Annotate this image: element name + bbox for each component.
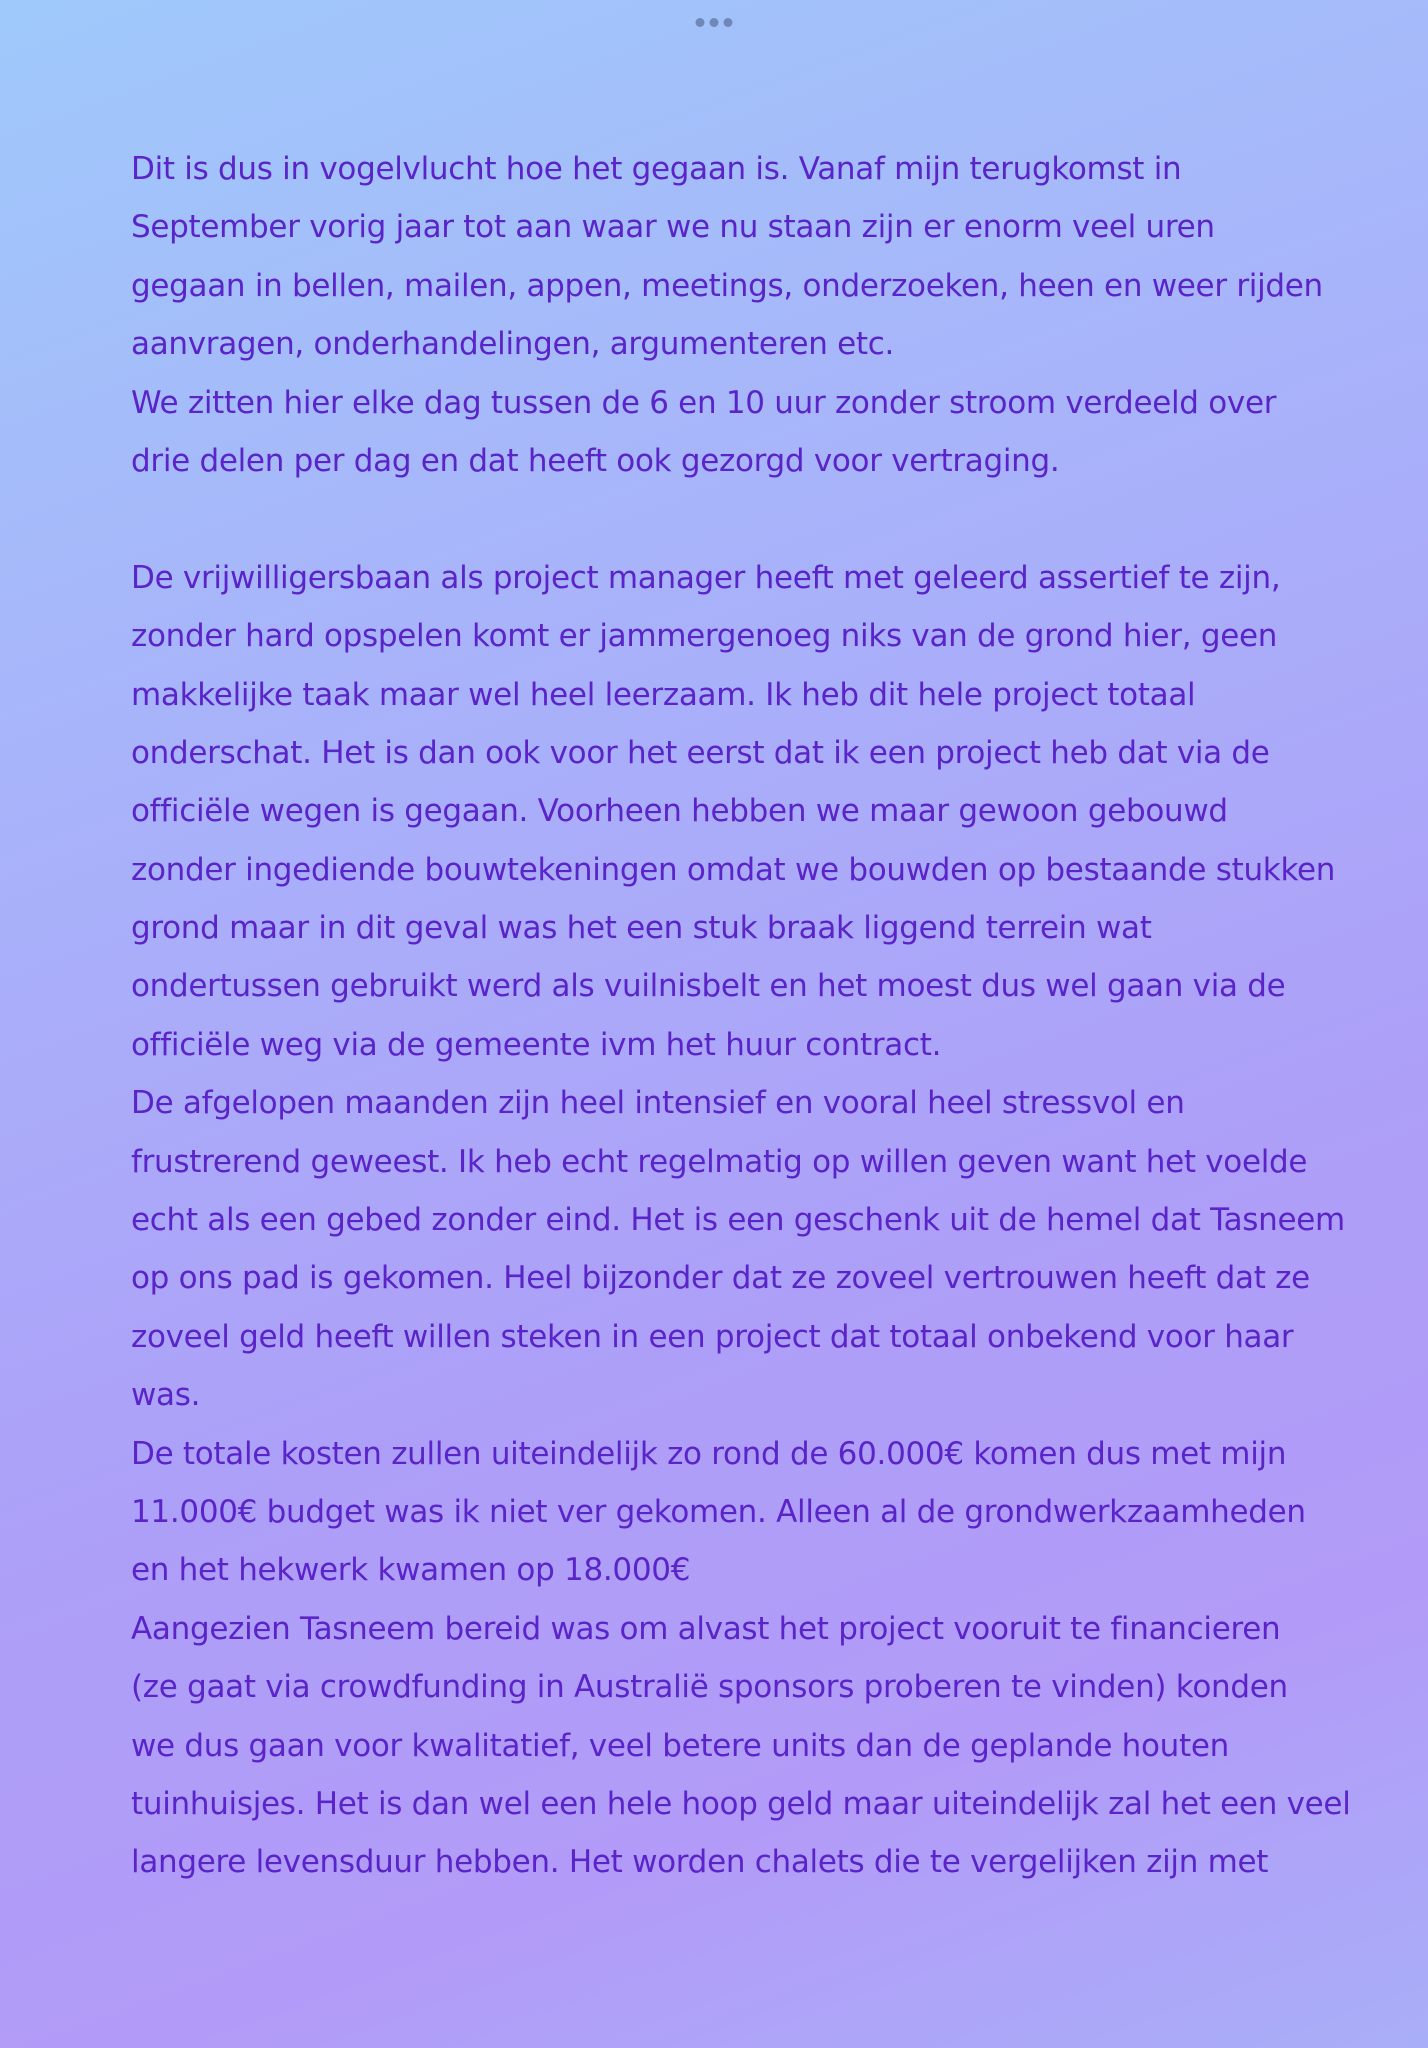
dot <box>710 18 719 27</box>
text-line: grond maar in dit geval was het een stuk braak liggend terrein wat <box>131 910 1152 947</box>
dot <box>696 18 705 27</box>
text-line: zonder ingediende bouwtekeningen omdat we bouwden op bestaande stukken <box>131 851 1336 888</box>
text-line: tuinhuisjes. Het is dan wel een hele hoop geld maar uiteindelijk zal het een veel <box>131 1785 1351 1822</box>
text-line: we dus gaan voor kwalitatief, veel betere units dan de geplande houten <box>131 1727 1229 1764</box>
text-line: officiële weg via de gemeente ivm het huur contract. <box>131 1026 942 1063</box>
text-line: aanvragen, onderhandelingen, argumenteren etc. <box>131 326 895 363</box>
text-line: ondertussen gebruikt werd als vuilnisbelt en het moest dus wel gaan via de <box>131 968 1286 1005</box>
text-line: Aangezien Tasneem bereid was om alvast het project vooruit te financieren <box>131 1610 1281 1647</box>
text-line: en het hekwerk kwamen op 18.000€ <box>131 1552 691 1589</box>
text-line: zonder hard opspelen komt er jammergenoeg niks van de grond hier, geen <box>131 618 1278 655</box>
text-line: De totale kosten zullen uiteindelijk zo rond de 60.000€ komen dus met mijn <box>131 1435 1287 1472</box>
text-line: Dit is dus in vogelvlucht hoe het gegaan is. Vanaf mijn terugkomst in <box>131 151 1182 187</box>
text-line: gegaan in bellen, mailen, appen, meetings, onderzoeken, heen en weer rijden <box>131 267 1323 304</box>
text-line: zoveel geld heeft willen steken in een project dat totaal onbekend voor haar <box>131 1318 1294 1355</box>
text-line: officiële wegen is gegaan. Voorheen hebben we maar gewoon gebouwd <box>131 793 1228 830</box>
text-line: echt als een gebed zonder eind. Het is een geschenk uit de hemel dat Tasneem <box>131 1202 1345 1239</box>
more-dots-icon[interactable] <box>696 18 733 27</box>
dot <box>724 18 733 27</box>
text-line: De vrijwilligersbaan als project manager heeft met geleerd assertief te zijn, <box>131 559 1281 596</box>
text-line: drie delen per dag en dat heeft ook gezorgd voor vertraging. <box>131 442 1060 479</box>
text-line: langere levensduur hebben. Het worden chalets die te vergelijken zijn met <box>131 1844 1269 1881</box>
text-line: was. <box>131 1377 201 1414</box>
blank-line <box>131 490 1311 548</box>
text-line: op ons pad is gekomen. Heel bijzonder dat ze zoveel vertrouwen heeft dat ze <box>131 1260 1310 1297</box>
text-line: De afgelopen maanden zijn heel intensief en vooral heel stressvol en <box>131 1085 1185 1122</box>
text-line: 11.000€ budget was ik niet ver gekomen. Alleen al de grondwerkzaamheden <box>131 1493 1306 1530</box>
text-line: September vorig jaar tot aan waar we nu staan zijn er enorm veel uren <box>131 209 1215 246</box>
text-line: makkelijke taak maar wel heel leerzaam. Ik heb dit hele project totaal <box>131 676 1196 713</box>
text-line: frustrerend geweest. Ik heb echt regelmatig op willen geven want het voelde <box>131 1143 1308 1180</box>
note-body <box>131 140 1351 1892</box>
text-line: onderschat. Het is dan ook voor het eerst dat ik een project heb dat via de <box>131 734 1270 771</box>
text-line: (ze gaat via crowdfunding in Australië sponsors proberen te vinden) konden <box>131 1669 1288 1706</box>
text-line: We zitten hier elke dag tussen de 6 en 10 uur zonder stroom verdeeld over <box>131 384 1277 421</box>
